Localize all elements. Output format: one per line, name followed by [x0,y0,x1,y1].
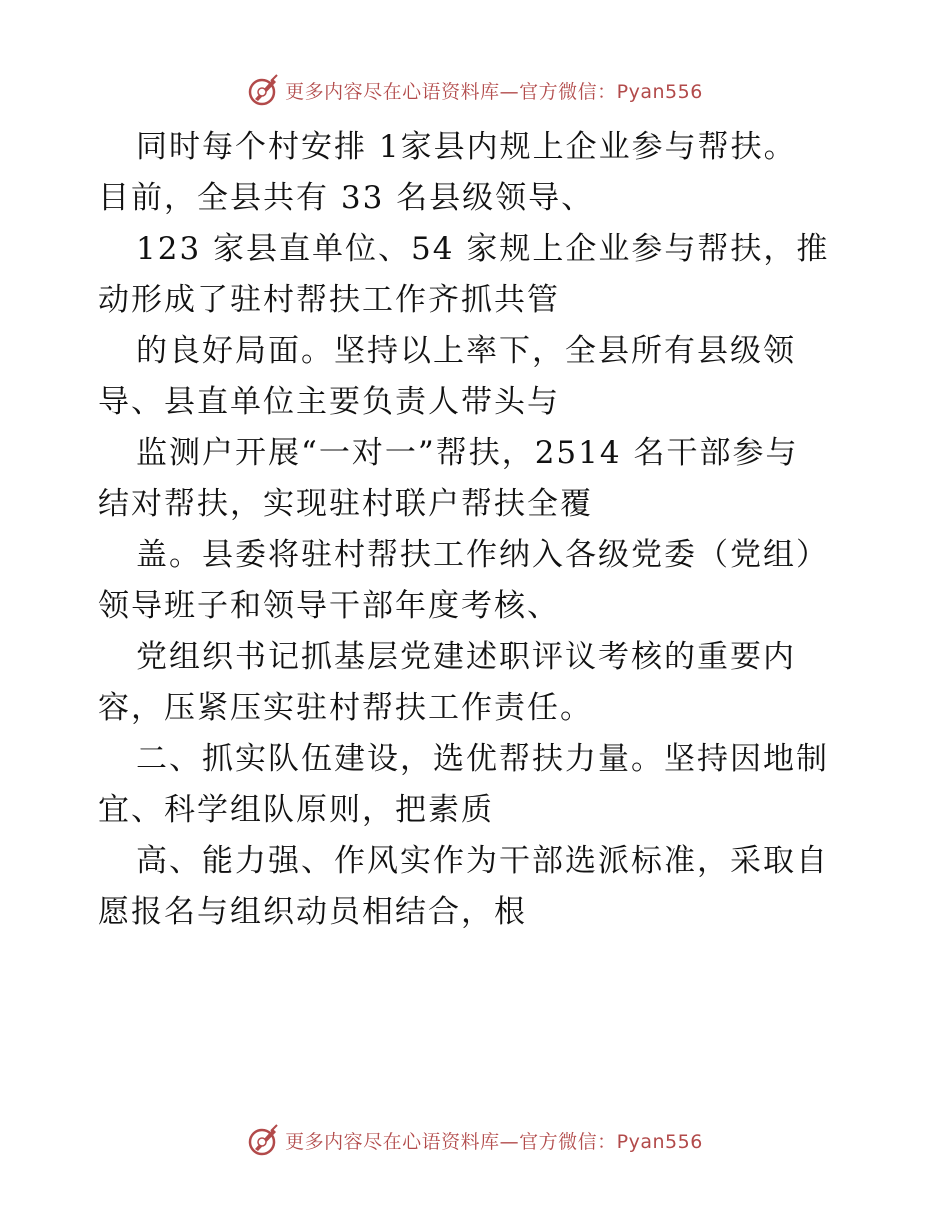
text-line: 的良好局面。坚持以上率下，全县所有县级领 [136,333,796,369]
text-line: 愿报名与组织动员相结合，根 [98,894,527,930]
text-line: 容，压紧压实驻村帮扶工作责任。 [98,690,593,726]
text-line: 二、抓实队伍建设，选优帮扶力量。坚持因地制 [136,741,829,777]
document-body [98,122,858,938]
text-line: 结对帮扶，实现驻村联户帮扶全覆 [98,486,593,522]
header-watermark [0,70,950,110]
text-line: 动形成了驻村帮扶工作齐抓共管 [98,282,560,318]
text-line: 宜、科学组队原则，把素质 [98,792,494,828]
text-line: 同时每个村安排 1家县内规上企业参与帮扶。 [136,129,797,165]
text-line: 目前，全县共有 33 名县级领导、 [98,180,595,216]
text-line: 盖。县委将驻村帮扶工作纳入各级党委（党组） [136,537,829,573]
watermark-text: 更多内容尽在心语资料库—官方微信：Pyan556 [285,80,703,103]
watermark-text: 更多内容尽在心语资料库—官方微信：Pyan556 [285,1130,703,1153]
text-line: 党组织书记抓基层党建述职评议考核的重要内 [136,639,796,675]
quill-pen-logo-icon [247,1123,281,1157]
text-line: 高、能力强、作风实作为干部选派标准，采取自 [136,843,829,879]
text-line: 123 家县直单位、54 家规上企业参与帮扶，推 [136,231,830,267]
text-line: 领导班子和领导干部年度考核、 [98,588,560,624]
footer-watermark [0,1120,950,1160]
text-line: 导、县直单位主要负责人带头与 [98,384,560,420]
text-line: 监测户开展“一对一”帮扶，2514 名干部参与 [136,435,799,471]
quill-pen-logo-icon [247,73,281,107]
